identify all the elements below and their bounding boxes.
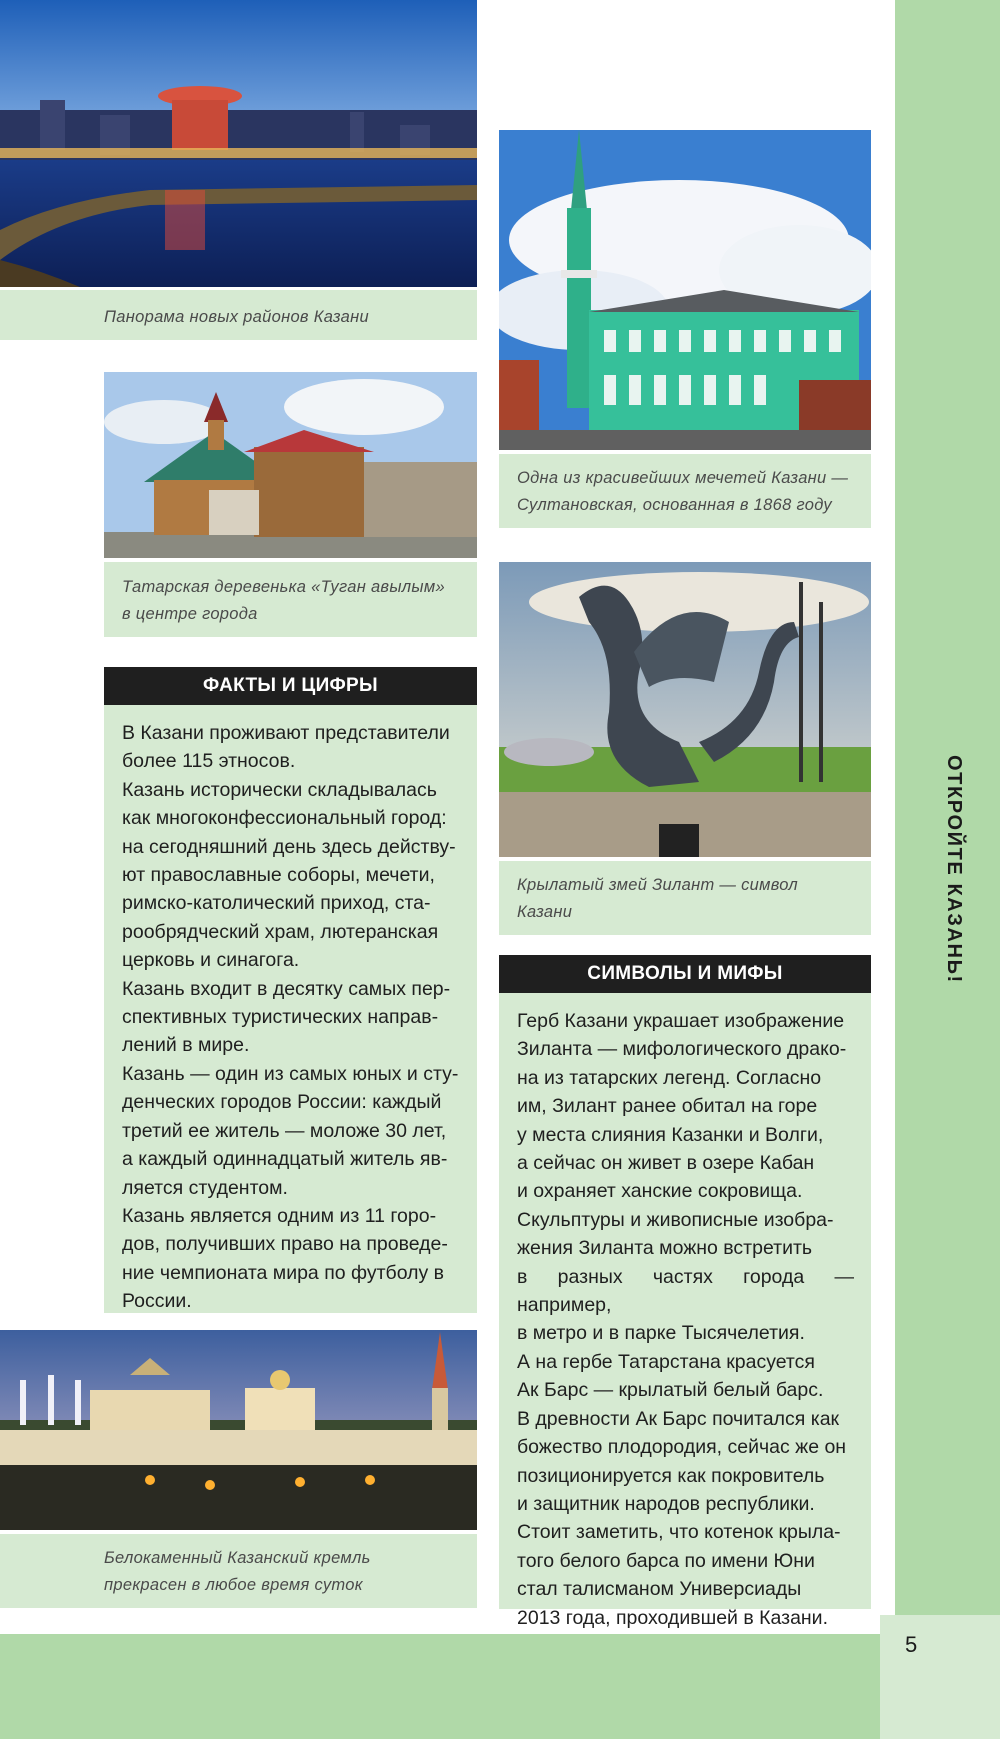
caption-line: Султановская, основанная в 1868 году xyxy=(517,496,832,514)
mosque-photo xyxy=(499,130,871,450)
facts-title: ФАКТЫ И ЦИФРЫ xyxy=(203,675,378,696)
sidebar-title: ОТКРОЙТЕ КАЗАНЬ! xyxy=(943,755,965,984)
kremlin-caption xyxy=(0,1534,477,1608)
facts-line: римско-католический приход, ста- xyxy=(122,892,431,915)
facts-line: рообрядческий храм, лютеранская xyxy=(122,920,439,943)
dragon-caption xyxy=(499,861,871,935)
symbols-line: Ак Барс — крылатый белый барс. xyxy=(517,1379,824,1402)
caption-line: Казани xyxy=(517,903,573,921)
symbols-line: божество плодородия, сейчас же он xyxy=(517,1436,847,1459)
facts-line: как многоконфессиональный город: xyxy=(122,807,447,830)
facts-line: ют православные соборы, мечети, xyxy=(122,864,435,887)
symbols-line: у места слияния Казанки и Волги, xyxy=(517,1123,824,1146)
caption-line: Крылатый змей Зилант — символ xyxy=(517,876,798,894)
facts-line: третий ее житель — моложе 30 лет, xyxy=(122,1119,447,1142)
facts-line: Казань является одним из 11 горо- xyxy=(122,1204,437,1227)
village-caption xyxy=(104,562,477,637)
facts-body xyxy=(104,705,477,1313)
facts-line: а каждый одиннадцатый житель яв- xyxy=(122,1148,448,1171)
facts-header xyxy=(104,667,477,705)
kremlin-photo xyxy=(0,1330,477,1530)
caption-line: Белокаменный Казанский кремль xyxy=(104,1549,371,1567)
facts-line: ние чемпионата мира по футболу в xyxy=(122,1261,445,1284)
symbols-line: стал талисманом Универсиады xyxy=(517,1578,802,1601)
dragon-photo xyxy=(499,562,871,857)
facts-line: В Казани проживают представители xyxy=(122,722,450,744)
facts-line: церковь и синагога. xyxy=(122,949,300,972)
mosque-caption xyxy=(499,454,871,528)
symbols-line: В древности Ак Барс почитался как xyxy=(517,1407,840,1430)
symbols-line: Зиланта — мифологического драко- xyxy=(517,1038,847,1061)
symbols-line: и охраняет ханские сокровища. xyxy=(517,1180,803,1203)
symbols-line: А на гербе Татарстана красуется xyxy=(517,1350,815,1373)
caption-line: прекрасен в любое время суток xyxy=(104,1576,363,1594)
footer-band xyxy=(0,1634,880,1739)
facts-line: дов, получивших право на проведе- xyxy=(122,1233,448,1256)
village-photo xyxy=(104,372,477,558)
caption-line: Татарская деревенька «Туган авылым» xyxy=(122,578,445,596)
facts-line: лений в мире. xyxy=(122,1034,250,1057)
symbols-line: в разных частях города — например, xyxy=(517,1265,854,1317)
caption-text: Панорама новых районов Казани xyxy=(104,308,369,326)
symbols-title: СИМВОЛЫ И МИФЫ xyxy=(587,963,783,984)
symbols-header xyxy=(499,955,871,993)
caption-line: Одна из красивейших мечетей Казани — xyxy=(517,469,849,487)
symbols-line: Герб Казани украшает изображение xyxy=(517,1010,845,1032)
facts-line: Казань входит в десятку самых пер- xyxy=(122,977,451,1000)
symbols-line: Стоит заметить, что котенок крыла- xyxy=(517,1521,841,1544)
symbols-line: Скульптуры и живописные изобра- xyxy=(517,1208,834,1231)
symbols-line: им, Зилант ранее обитал на горе xyxy=(517,1095,818,1118)
symbols-line: того белого барса по имени Юни xyxy=(517,1549,815,1572)
page-number: 5 xyxy=(905,1632,918,1657)
symbols-line: а сейчас он живет в озере Кабан xyxy=(517,1152,815,1175)
facts-line: более 115 этносов. xyxy=(122,750,296,773)
facts-line: на сегодняшний день здесь действу- xyxy=(122,835,456,858)
panorama-caption xyxy=(0,290,477,340)
symbols-line: и защитник народов республики. xyxy=(517,1492,815,1515)
facts-line: спективных туристических направ- xyxy=(122,1006,439,1029)
symbols-line: в метро и в парке Тысячелетия. xyxy=(517,1322,805,1345)
panorama-photo xyxy=(0,0,477,287)
caption-line: в центре города xyxy=(122,605,258,623)
symbols-body xyxy=(499,993,871,1629)
facts-line: Казань исторически складывалась xyxy=(122,778,437,801)
facts-line: денческих городов России: каждый xyxy=(122,1091,442,1114)
symbols-line: жения Зиланта можно встретить xyxy=(517,1237,813,1260)
symbols-line: 2013 года, проходившей в Казани. xyxy=(517,1606,828,1629)
facts-line: ляется студентом. xyxy=(122,1176,288,1199)
facts-line: Казань — один из самых юных и сту- xyxy=(122,1062,459,1085)
facts-line: России. xyxy=(122,1290,192,1313)
symbols-line: на из татарских легенд. Согласно xyxy=(517,1066,822,1089)
symbols-line: позиционируется как покровитель xyxy=(517,1464,825,1487)
